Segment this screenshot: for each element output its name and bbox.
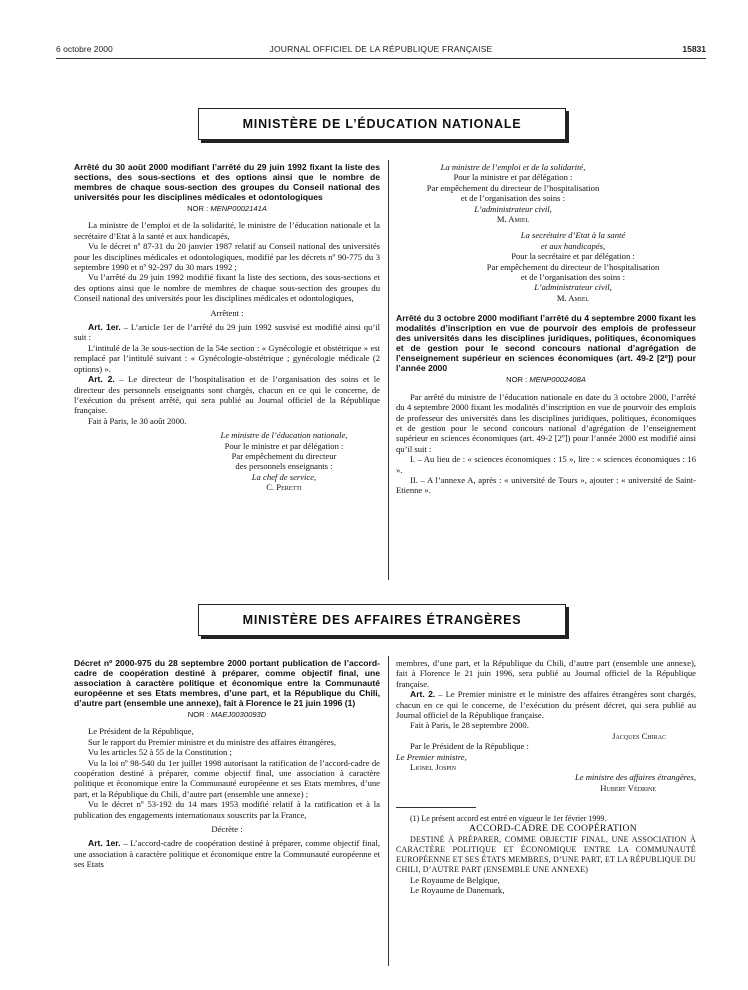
arrete1-signature-emploi: La ministre de l’emploi et de la solidarité, Pour la ministre et par délégation : Par empêchement du directeur de l’hospitalisation et de l’organisation des soins : L’administrateur civil, M. Amiel	[426, 162, 600, 225]
header-journal-title: JOURNAL OFFICIEL DE LA RÉPUBLIQUE FRANÇAISE	[269, 44, 493, 54]
decret-para: Vu la loi nº 98-540 du 1er juillet 1998 autorisant la ratification de l’accord-cadre de coopération destiné à préparer, comme objectif final, une association à caractère politique et économique entre la Communauté européenne et ses Etats membres, d’une part, et la République du Chili, d’autre part (ensemble une annexe) ;	[74, 757, 380, 799]
decret-title: Décret nº 2000-975 du 28 septembre 2000 portant publication de l’accord-cadre de coopération destiné à préparer, comme objectif final, une association à caractère politique et économique entre la Communauté européenne et ses Etats membres, d’une part, et la République du Chili, d’autre part (ensemble une annexe), fait à Florence le 21 juin 1996 (1)	[74, 658, 380, 708]
decret-para: Le Président de la République,	[88, 726, 194, 737]
signature-par-le-president: Par le Président de la République :	[410, 741, 529, 752]
arrete1-para: Vu le décret nº 87-31 du 20 janvier 1987 relatif au Conseil national des universités pour les disciplines médicales et odontologiques, modifié par les décrets nº 90-775 du 3 septembre 1990 et nº 92-297 du 30 mars 1992 ;	[74, 241, 380, 273]
column-divider	[388, 656, 389, 966]
arrete1-para: L’intitulé de la 3e sous-section de la 54e section : « Gynécologie et obstétrique » est remplacé par l’intitulé suivant : « Gynécologie-obstétrique ; gynécologie médicale (2 options) ».	[74, 342, 380, 374]
arrete2-para: II. – A l’annexe A, après : « université de Tours », ajouter : « université de Saint-Etienne ».	[396, 474, 696, 496]
decret-article-2: Art. 2. – Le Premier ministre et le ministre des affaires étrangères sont chargés, chacun en ce qui le concerne, de l’exécution du présent décret, qui sera publié au Journal officiel de la République française.	[396, 689, 696, 721]
arrete1-article-1: Art. 1er. – L’article 1er de l’arrêté du 29 juin 1992 susvisé est modifié ainsi qu’il suit :	[74, 322, 380, 343]
arrete1-title: Arrêté du 30 août 2000 modifiant l’arrêté du 29 juin 1992 fixant la liste des sections, des sous-sections et des options ainsi que le nombre de membres de chaque sous-section des groupes du Conseil national des universités pour les disciplines médicales et odontologiques	[74, 162, 380, 202]
signature-pm-role: Le Premier ministre,	[396, 751, 467, 762]
decret-fait: Fait à Paris, le 28 septembre 2000.	[410, 720, 529, 731]
arrete1-article-2: Art. 2. – Le directeur de l’hospitalisation et de l’organisation des soins et le directeur des personnels enseignants sont chargés, chacun en ce qui le concerne, de l’exécution du présent arrêté, qui sera publié au Journal officiel de la République française.	[74, 374, 380, 416]
arrete2-title: Arrêté du 3 octobre 2000 modifiant l’arrêté du 4 septembre 2000 fixant les modalités d’inscription en vue de pourvoir des emplois de professeur des universités dans les disciplines juridiques, politiques, économiques et de gestion pour le second concours national d’agrégation de l’enseignement supérieur en sciences économiques (art. 49-2 [2º]) pour l’année 2000	[396, 313, 696, 374]
signature-mae-role: Le ministre des affaires étrangères,	[574, 772, 696, 783]
signature-pm-name: Lionel Jospin	[410, 762, 457, 773]
section2-right-column	[396, 658, 696, 896]
arrete2-para: I. – Au lieu de : « sciences économiques : 15 », lire : « sciences économiques : 16 ».	[396, 454, 696, 475]
arrete1-nor: NOR : MENP0002141A	[187, 204, 267, 213]
ministry-banner-education: MINISTÈRE DE L’ÉDUCATION NATIONALE	[198, 108, 566, 140]
page-header	[56, 44, 706, 58]
footnote: (1) Le présent accord est entré en vigueur le 1er février 1999.	[410, 814, 607, 824]
arrete2	[396, 313, 696, 495]
column-divider	[388, 160, 389, 580]
section1-right-column	[396, 162, 696, 496]
decret-nor: NOR : MAEJ0030093D	[187, 710, 267, 719]
header-page-number: 15831	[682, 44, 706, 54]
arrete1-para: La ministre de l’emploi et de la solidarité, le ministre de l’éducation nationale et la secrétaire d’Etat à la santé et aux handicapés,	[74, 220, 380, 241]
footnote-rule	[396, 807, 476, 808]
arrete1-arretent: Arrêtent :	[210, 307, 244, 318]
section1-left-column	[74, 162, 380, 493]
section2-left-column	[74, 658, 380, 870]
decret-decrete: Décrète :	[211, 824, 243, 835]
header-date: 6 octobre 2000	[56, 44, 113, 54]
accord-title: ACCORD-CADRE DE COOPÉRATION	[468, 823, 637, 835]
arrete1-signature-sante: La secrétaire d’Etat à la santé et aux handicapés, Pour la secrétaire et par délégation : Par empêchement du directeur de l’hospitalisation et de l’organisation des soins : L’administrateur civil, M. Amiel	[486, 230, 660, 303]
decret-para: Sur le rapport du Premier ministre et du ministre des affaires étrangères,	[88, 736, 337, 747]
arrete1-para: Vu l’arrêté du 29 juin 1992 modifié fixant la liste des sections, des sous-sections et des options ainsi que le nombre de membres de chaque sous-section des groupes du Conseil national des universités pour les disciplines médicales et odontologiques,	[74, 272, 380, 304]
accord-party: Le Royaume de Belgique,	[410, 874, 500, 885]
arrete2-para: Par arrêté du ministre de l’éducation nationale en date du 3 octobre 2000, l’arrêté du 4 septembre 2000 fixant les modalités d’inscription en vue de pourvoir des emplois de professeur des universités dans les disciplines juridiques, politiques, économiques et de gestion pour le second concours national d’agrégation de l’enseignement supérieur en sciences économiques (art. 49-2 [2º]) pour l’année 2000 est modifié ainsi qu’il suit :	[396, 391, 696, 454]
accord-subtitle: DESTINÉ À PRÉPARER, COMME OBJECTIF FINAL, UNE ASSOCIATION À CARACTÈRE POLITIQUE ET ÉCONOMIQUE ENTRE LA COMMUNAUTÉ EUROPÉENNE ET SES ÉTATS MEMBRES, D’UNE PART, ET LA RÉPUBLIQUE DU CHILI, D’AUTRE PART (ENSEMBLE UNE ANNEXE)	[396, 834, 696, 874]
decret-article-1-cont: membres, d’une part, et la République du Chili, d’autre part (ensemble une annexe), fait à Florence le 21 juin 1996, sera publié au Journal officiel de la République française.	[396, 658, 696, 689]
ministry-banner-affaires-etrangeres: MINISTÈRE DES AFFAIRES ÉTRANGÈRES	[198, 604, 566, 636]
arrete2-nor: NOR : MENP0002408A	[506, 375, 586, 385]
signature-mae-name: Hubert Védrine	[600, 782, 656, 793]
accord-party: Le Royaume de Danemark,	[410, 885, 505, 896]
arrete1-signature-education: Le ministre de l’éducation nationale, Pour le ministre et par délégation : Par empêchement du directeur des personnels enseignants : La chef de service, C. Peretti	[220, 430, 348, 493]
decret-article-1: Art. 1er. – L’accord-cadre de coopération destiné à préparer, comme objectif final, une association à caractère politique et économique entre la Communauté européenne et ses Etats	[74, 838, 380, 870]
arrete1-fait: Fait à Paris, le 30 août 2000.	[88, 415, 187, 426]
signature-president: Jacques Chirac	[612, 730, 666, 741]
header-rule	[56, 58, 706, 59]
decret-para: Vu les articles 52 à 55 de la Constitution ;	[88, 747, 232, 758]
decret-para: Vu le décret nº 53-192 du 14 mars 1953 modifié relatif à la ratification et à la publication des engagements internationaux souscrits par la France,	[74, 799, 380, 820]
